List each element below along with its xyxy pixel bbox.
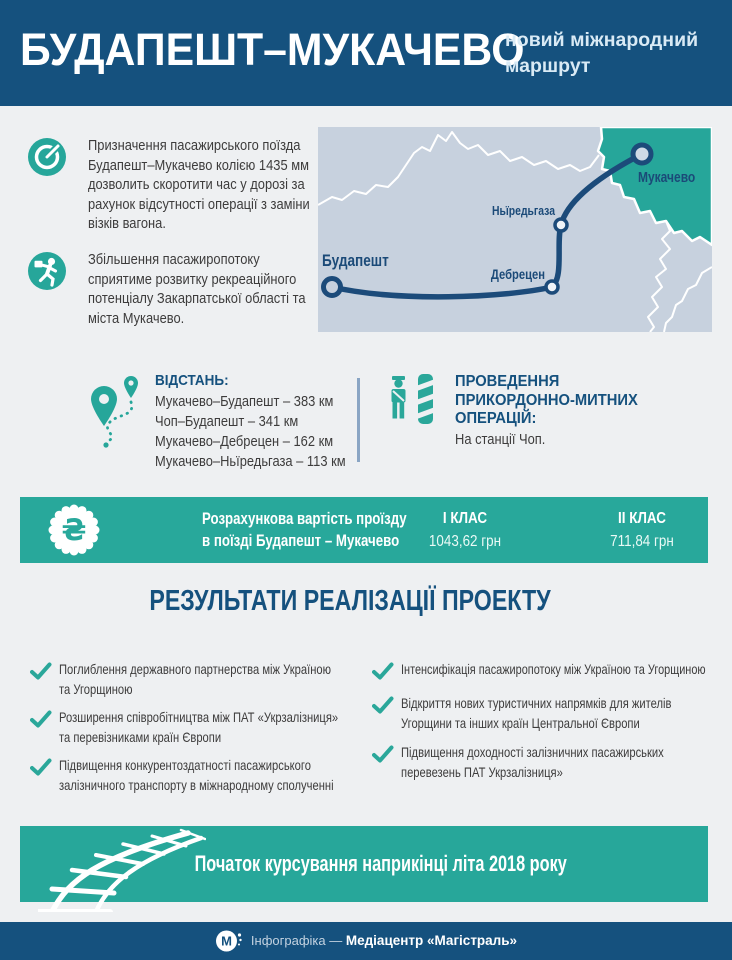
section-divider bbox=[357, 378, 360, 462]
fare-class-name: І КЛАС bbox=[442, 510, 488, 527]
traveler-icon bbox=[28, 252, 66, 290]
distance-pins-icon bbox=[90, 372, 145, 462]
hryvnia-badge-icon bbox=[46, 502, 102, 558]
fare-class-2 bbox=[575, 508, 709, 554]
check-icon bbox=[30, 710, 52, 728]
svg-text:M: M bbox=[221, 933, 232, 949]
fare-class-price: 711,84 грн bbox=[610, 533, 674, 550]
launch-text: Початок курсування наприкінці літа 2018 року bbox=[194, 851, 567, 876]
map-node-nyiregyhaza bbox=[555, 219, 567, 231]
results-column-right bbox=[372, 660, 732, 792]
fare-class-name: ІІ КЛАС bbox=[618, 510, 666, 527]
map-city-label-budapest: Будапешт bbox=[322, 251, 389, 270]
result-item bbox=[372, 660, 732, 680]
check-icon bbox=[372, 745, 394, 763]
border-guard-icon bbox=[385, 372, 437, 428]
railway-track-icon bbox=[38, 828, 206, 912]
distance-item: Мукачево–Ньїредьгаза – 113 км bbox=[155, 453, 346, 470]
footer-bar bbox=[0, 922, 732, 960]
result-text: Відкриття нових туристичних напрямків для жителів Угорщини та інших країн Центральної Європи bbox=[401, 695, 672, 731]
border-ops-note: На станції Чоп. bbox=[455, 431, 546, 448]
result-text: Розширення співробітництва між ПАТ «Укрзалізниця» та перевізниками країн Європи bbox=[59, 709, 339, 745]
result-item bbox=[30, 660, 370, 699]
result-item bbox=[372, 694, 732, 733]
map-city-label-debrecen: Дебрецен bbox=[490, 266, 545, 282]
check-icon bbox=[30, 662, 52, 680]
intro-text-2: Збільшення пасажиропотоку сприятиме розвитку рекреаційного потенціалу Закарпатської області та міста Мукачево. bbox=[88, 251, 306, 327]
fare-bar bbox=[20, 497, 708, 563]
footer-credit bbox=[251, 932, 517, 950]
fare-class-price: 1043,62 грн bbox=[428, 533, 502, 550]
result-item bbox=[30, 756, 370, 795]
header-subtitle: новий міжнародний маршрут bbox=[505, 29, 699, 77]
results-column-left bbox=[30, 660, 370, 804]
route-map bbox=[318, 127, 712, 332]
border-ops-title: ПРОВЕДЕННЯ ПРИКОРДОННО-МИТНИХ ОПЕРАЦІЙ: bbox=[455, 373, 638, 427]
footer-brand: Медіацентр «Магістраль» bbox=[345, 933, 518, 948]
result-text: Поглиблення державного партнерства між Україною та Угорщиною bbox=[59, 661, 332, 697]
distance-item: Мукачево–Будапешт – 383 км bbox=[155, 393, 334, 410]
check-icon bbox=[372, 696, 394, 714]
distance-item: Чоп–Будапешт – 341 км bbox=[155, 413, 299, 430]
fare-label: Розрахункова вартість проїзду в поїзді Будапешт – Мукачево bbox=[202, 509, 407, 550]
distance-list bbox=[155, 392, 377, 472]
results-title: РЕЗУЛЬТАТИ РЕАЛІЗАЦІЇ ПРОЕКТУ bbox=[149, 585, 551, 617]
magistral-logo-icon bbox=[215, 928, 242, 954]
result-item bbox=[30, 708, 370, 747]
footer-prefix: Інфографіка — bbox=[250, 933, 346, 948]
fare-class-1 bbox=[406, 508, 524, 554]
speed-gauge-icon bbox=[28, 138, 66, 176]
intro-text-1: Призначення пасажирського поїзда Будапешт–Мукачево колією 1435 мм дозволить скоротити час у дорозі за рахунок відсутності операції з заміни візків вагона. bbox=[88, 137, 310, 232]
map-node-budapest bbox=[324, 279, 341, 296]
launch-bar bbox=[20, 826, 708, 902]
distance-title: ВІДСТАНЬ: bbox=[155, 372, 229, 389]
map-city-label-nyiregyhaza: Ньїредьгаза bbox=[491, 203, 555, 218]
result-item bbox=[372, 743, 732, 782]
check-icon bbox=[372, 662, 394, 680]
result-text: Підвищення доходності залізничних пасажирських перевезень ПАТ Укрзалізниця» bbox=[401, 744, 664, 780]
map-city-label-mukachevo: Мукачево bbox=[638, 169, 696, 186]
result-text: Інтенсифікація пасажиропотоку між Україною та Угорщиною bbox=[401, 661, 706, 677]
map-node-debrecen bbox=[546, 281, 558, 293]
map-node-mukachevo bbox=[633, 145, 651, 163]
distance-item: Мукачево–Дебрецен – 162 км bbox=[155, 433, 334, 450]
header-bar bbox=[0, 0, 732, 106]
check-icon bbox=[30, 758, 52, 776]
svg-text:₴: ₴ bbox=[61, 513, 87, 547]
page-title: БУДАПЕШТ–МУКАЧЕВО bbox=[20, 24, 525, 75]
result-text: Підвищення конкурентоздатності пасажирського залізничного транспорту в міжнародному сполученні bbox=[59, 757, 334, 793]
route-map-canvas bbox=[318, 127, 712, 332]
